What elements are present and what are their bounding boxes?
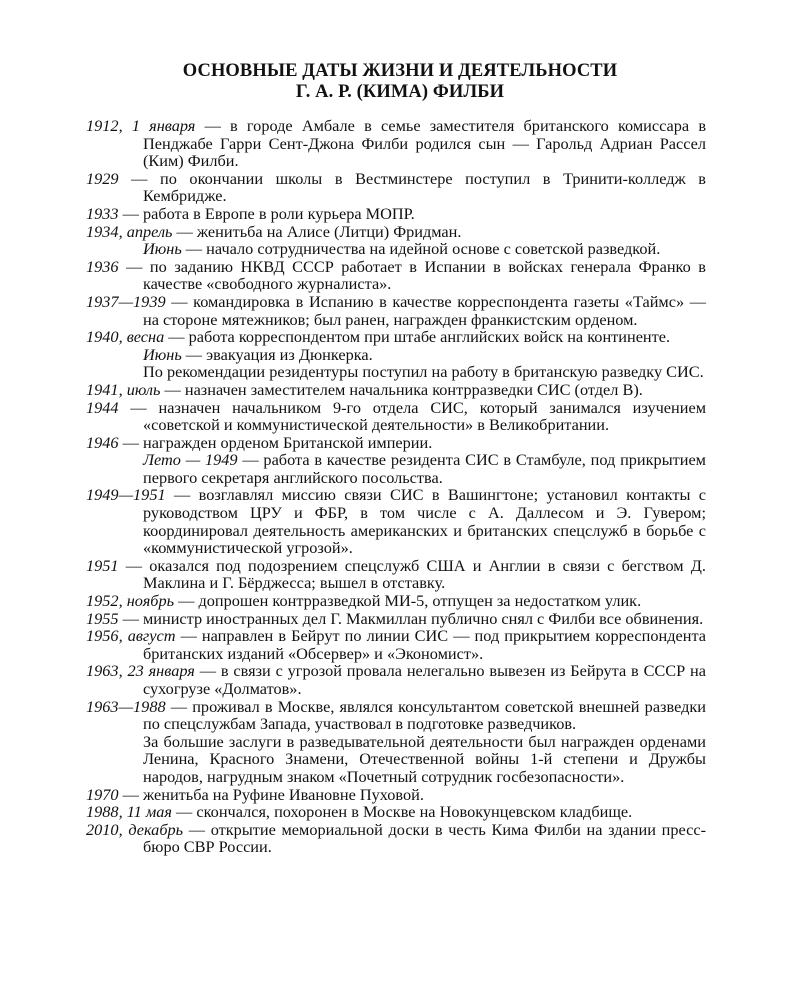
entry-date: 1970 [86, 784, 119, 804]
chronology-entry [86, 223, 706, 241]
chronology-entry [86, 592, 706, 610]
entry-date: 1934, апрель [86, 221, 173, 241]
entry-text: — возглавлял миссию связи СИС в Вашингтоне; установил контакты с руководством ЦРУ и ФБР, в том числе с А. Даллесом и Э. Гувером; координировал деятельность американских и британских спецслужб в борьбе с «коммунистической угрозой». [143, 485, 706, 558]
chronology-entry [86, 803, 706, 821]
entry-text: — работа в Европе в роли курьера МОПР. [118, 203, 415, 223]
entry-date: 1933 [86, 203, 119, 223]
entry-text: — в городе Амбале в семье заместителя британского комиссара в Пенджабе Гарри Сент-Джона Филби родился сын — Гарольд Адриан Рассел (Ким) Филби. [143, 116, 707, 171]
entry-date: 1955 [86, 608, 119, 628]
chronology-subentry [86, 733, 706, 786]
entry-text: — начало сотрудничества на идейной основе с советской разведкой. [181, 239, 661, 259]
entry-date: 1951 [86, 555, 119, 575]
title-line-1: ОСНОВНЫЕ ДАТЫ ЖИЗНИ И ДЕЯТЕЛЬНОСТИ [182, 61, 618, 81]
entry-date: 1937—1939 [86, 291, 166, 311]
chronology-entry [86, 627, 706, 662]
entry-date: 1940, весна [86, 327, 165, 347]
entry-text: — награжден орденом Британской империи. [118, 432, 433, 452]
entry-text: — работа в качестве резидента СИС в Стамбуле, под прикрытием первого секретаря английского посольства. [143, 450, 706, 487]
chronology-subentry [86, 451, 706, 486]
entry-date: 1949—1951 [86, 485, 166, 505]
chronology-entry [86, 662, 706, 697]
chronology-entry [86, 786, 706, 804]
entry-text: — командировка в Испанию в качестве корреспондента газеты «Таймс» — на стороне мятежников; был ранен, награжден франкистским орденом. [143, 291, 706, 329]
chronology-entry [86, 610, 706, 628]
entry-text: — по окончании школы в Вестминстере поступил в Тринити-колледж в Кембридже. [118, 168, 706, 206]
entry-text: — эвакуация из Дюнкерка. [181, 344, 373, 364]
entry-text: — женитьба на Алисе (Литци) Фридман. [172, 221, 462, 241]
entry-date: 1963, 23 января [86, 661, 195, 681]
chronology-subentry [86, 240, 706, 258]
entry-text: — назначен заместителем начальника контрразведки СИС (отдел В). [160, 379, 643, 399]
chronology-entry [86, 698, 706, 733]
entry-text: — открытие мемориальной доски в честь Кима Филби на здании пресс-бюро СВР России. [143, 819, 706, 857]
entry-text: — допрошен контрразведкой МИ-5, отпущен за недостатком улик. [174, 591, 642, 611]
chronology-entry [86, 117, 706, 170]
entry-date: 1946 [86, 432, 119, 452]
page-title [0, 61, 800, 103]
chronology-entry [86, 381, 706, 399]
entry-date: Июнь [143, 344, 182, 364]
entry-text: По рекомендации резидентуры поступил на работу в британскую разведку СИС. [143, 362, 704, 382]
entry-text: — скончался, похоронен в Москве на Новокунцевском кладбище. [171, 802, 633, 822]
chronology-list [86, 117, 706, 856]
chronology-entry [86, 821, 706, 856]
entry-date: 1963—1988 [86, 696, 166, 716]
entry-text: — министр иностранных дел Г. Макмиллан публично снял с Филби все обвинения. [118, 608, 704, 628]
chronology-entry [86, 170, 706, 205]
entry-text: — работа корреспондентом при штабе английских войск на континенте. [164, 327, 671, 347]
entry-date: 1941, июль [86, 379, 161, 399]
entry-text: — проживал в Москве, являлся консультантом советской внешней разведки по спецслужбам Запада, участвовал в подготовке разведчиков. [143, 696, 706, 734]
entry-text: — направлен в Бейрут по линии СИС — под прикрытием корреспондента британских изданий «Обсервер» и «Экономист». [143, 626, 706, 663]
entry-text: — оказался под подозрением спецслужб США и Англии в связи с бегством Д. Маклина и Г. Бёрджесса; вышел в отставку. [118, 555, 706, 593]
chronology-entry [86, 434, 706, 452]
entry-date: 1988, 11 мая [86, 802, 172, 822]
chronology-entry [86, 258, 706, 293]
entry-date: 1944 [86, 397, 119, 417]
entry-date: 1912, 1 января [86, 116, 196, 135]
chronology-entry [86, 486, 706, 556]
entry-date: 1952, ноябрь [86, 591, 175, 611]
chronology-entry [86, 205, 706, 223]
chronology-entry [86, 399, 706, 434]
entry-text: — женитьба на Руфине Ивановне Пуховой. [118, 784, 424, 804]
entry-text: За большие заслуги в разведывательной деятельности был награжден орденами Ленина, Красного Знамени, Отечественной войны 1-й степени и Дружбы народов, нагрудным знаком «Почетный сотрудник госбезопасности». [143, 731, 706, 786]
chronology-entry [86, 328, 706, 346]
chronology-entry [86, 293, 706, 328]
entry-date: 2010, декабрь [86, 819, 184, 839]
chronology-subentry [86, 346, 706, 364]
entry-text: — назначен начальником 9-го отдела СИС, который занимался изучением «советской и коммунистической деятельности» в Великобритании. [118, 397, 706, 435]
entry-date: Июнь [143, 239, 182, 259]
chronology-subentry [86, 363, 706, 381]
entry-date: 1929 [86, 168, 119, 188]
chronology-entry [86, 557, 706, 592]
entry-text: — по заданию НКВД СССР работает в Испании в войсках генерала Франко в качестве «свободного журналиста». [118, 256, 706, 294]
entry-date: Лето — 1949 [143, 450, 238, 470]
title-line-2: Г. А. Р. (КИМА) ФИЛБИ [295, 82, 505, 102]
entry-date: 1956, август [86, 626, 176, 646]
entry-text: — в связи с угрозой провала нелегально вывезен из Бейрута в СССР на сухогрузе «Долматов». [143, 661, 706, 698]
entry-date: 1936 [86, 256, 119, 276]
